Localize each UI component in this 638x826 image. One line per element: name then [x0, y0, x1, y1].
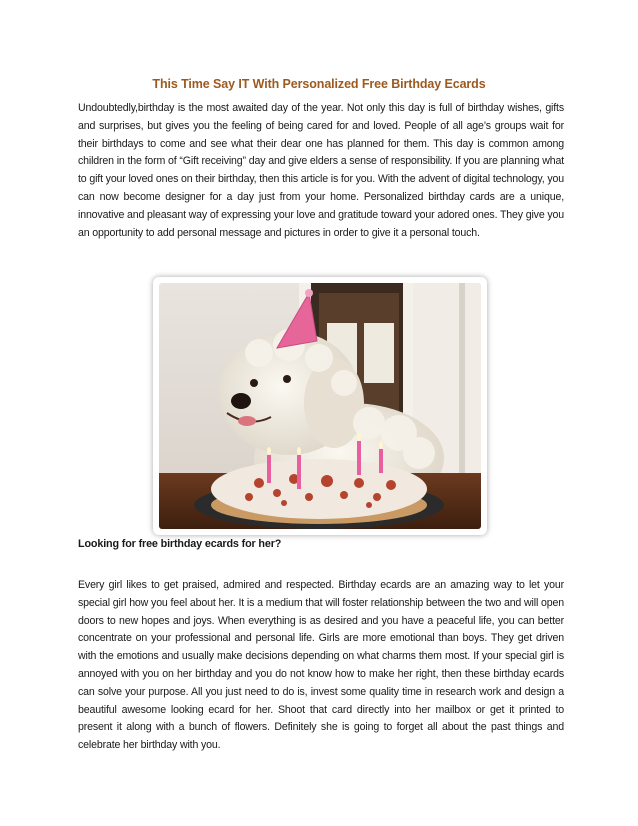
body-paragraph: Every girl likes to get praised, admired and respected. Birthday ecards are an amazing way to let your special girl how you feel about her. It is a medium that will foster relationship between the two and will open doors to new hopes and joys. When everything is as desired and you have a peaceful life, you can better concentrate on your professional and personal life. Girls are more emotional than boys. They get driven with the emotions and usually make decisions depending on what charms them most. If your special girl is annoyed with you on her birthday and you do not know how to make her right, then these birthday ecards can solve your purpose. All you just need to do is, invest some quality time in research work and design a beautiful awesome looking ecard for her. Shoot that card directly into her mailbox or get it printed to present it along with a bunch of flowers. Definitely she is going to forget all about the past things and celebrate her birthday with you. — [78, 579, 564, 752]
dog-birthday-photo-frame — [153, 277, 487, 535]
section-heading: Looking for free birthday ecards for her? — [78, 538, 282, 550]
intro-paragraph: Undoubtedly,birthday is the most awaited day of the year. Not only this day is full of birthday wishes, gifts and surprises, but gives you the feeling of being cared for and loved. People of all age’s groups wait for their birthdays to come and see what their dear one has planned for them. This day is common among children in the form of “Gift receiving” day and give elders a sense of responsibility. If you are planning what to gift your loved ones on their birthday, then this article is for you. With the advent of digital technology, you can now become designer for a day just from your home. Personalized birthday cards are a unique, innovative and pleasant way of expressing your love and gratitude toward your adored ones. They give you an opportunity to add personal message and pictures in order to give it a personal touch. — [78, 102, 564, 239]
document-title: This Time Say IT With Personalized Free Birthday Ecards — [152, 77, 486, 91]
dog-birthday-photo — [159, 283, 481, 529]
